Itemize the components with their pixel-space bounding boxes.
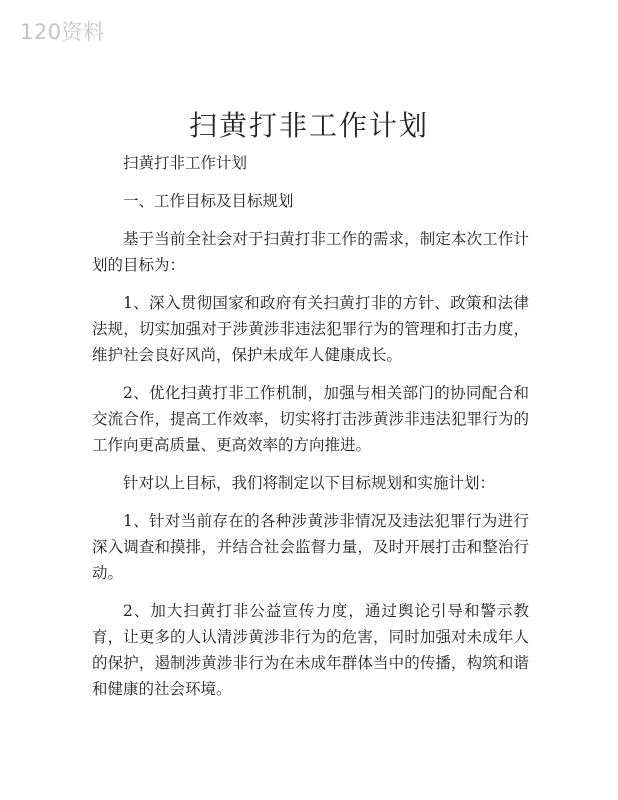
document-title: 扫黄打非工作计划 xyxy=(188,109,429,142)
paragraph-goal-1: 1、深入贯彻国家和政府有关扫黄打非的方针、政策和法律法规，切实加强对于涉黄涉非违法犯罪行为的管理和打击力度，维护社会良好风尚，保护未成年人健康成长。 xyxy=(92,294,529,364)
paragraph-subtitle: 扫黄打非工作计划 xyxy=(123,154,248,172)
paragraph-section-heading: 一、工作目标及目标规划 xyxy=(123,192,294,210)
paragraph-plan-2: 2、加大扫黄打非公益宣传力度，通过舆论引导和警示教育，让更多的人认清涉黄涉非行为的危害，同时加强对未成年人的保护，遏制涉黄涉非行为在未成年群体当中的传播，构筑和谐和健康的社会环境。 xyxy=(92,602,529,698)
paragraph-plan-intro: 针对以上目标，我们将制定以下目标规划和实施计划： xyxy=(123,474,496,492)
watermark-logo: 120资料 xyxy=(20,20,105,44)
paragraph-plan-1: 1、针对当前存在的各种涉黄涉非情况及违法犯罪行为进行深入调查和摸排，并结合社会监督力量，及时开展打击和整治行动。 xyxy=(92,512,529,582)
document-body xyxy=(92,150,529,714)
paragraph-goal-2: 2、优化扫黄打非工作机制，加强与相关部门的协同配合和交流合作，提高工作效率，切实将打击涉黄涉非违法犯罪行为的工作向更高质量、更高效率的方向推进。 xyxy=(92,384,529,454)
paragraph-intro: 基于当前全社会对于扫黄打非工作的需求，制定本次工作计划的目标为： xyxy=(92,230,529,274)
